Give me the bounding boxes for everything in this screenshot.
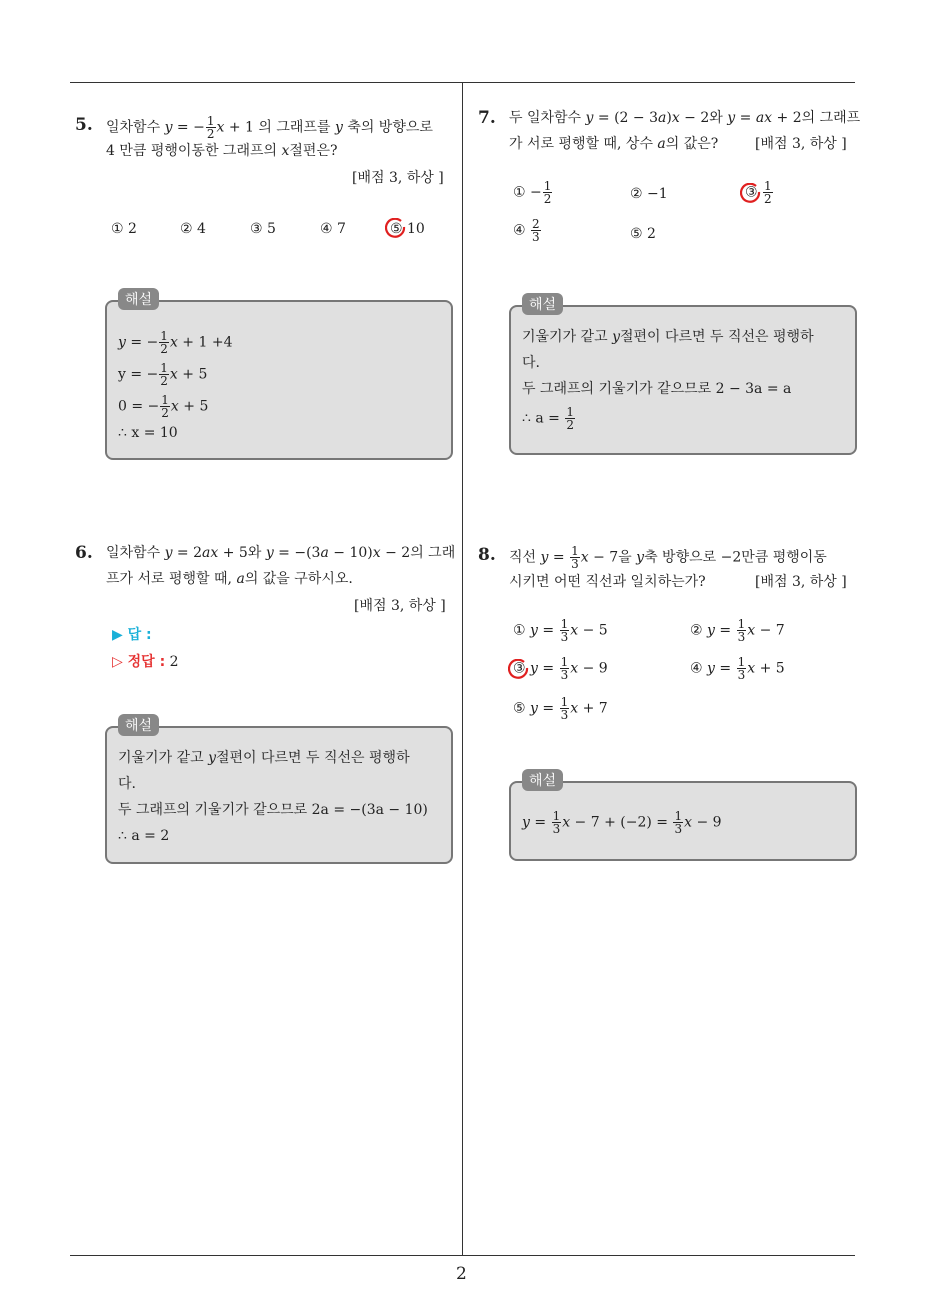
solution-line-3: 0 = − $\frac{1}{2}$ x + 5 [118,393,209,420]
score-meta: [배점 3, 하상 ] [755,136,847,152]
solution-tag: 해설 [522,293,563,315]
question-text-2: 가 서로 평행할 때, 상수 a의 값은? [509,136,719,152]
option-5[interactable]: ⑤ 2 [630,226,656,242]
question-text: 두 일차함수 y = (2 − 3a)x − 2와 y = ax + 2의 그래프 [509,110,861,126]
option-5[interactable]: ⑤ 10 [390,221,425,237]
solution-line-2: y = − $\frac{1}{2}$ x + 5 [118,361,208,388]
solution-line-1: y = − $\frac{1}{2}$ x + 1 +4 [118,329,233,356]
answer-label: ▶ 답 : [112,627,152,643]
option-4[interactable]: ④ y = $\frac{1}{3}$ x + 5 [690,655,785,682]
question-text-2: 프가 서로 평행할 때, a의 값을 구하시오. [106,571,353,587]
option-2[interactable]: ② y = $\frac{1}{3}$ x − 7 [690,617,785,644]
solution-line-1: 기울기가 같고 y절편이 다르면 두 직선은 평행하 [118,750,410,766]
solution-tag: 해설 [118,714,159,736]
option-2[interactable]: ② 4 [180,221,206,237]
option-1[interactable]: ① 2 [111,221,137,237]
correct-answer: ▷ 정답 : 2 [112,654,179,670]
option-4[interactable]: ④ 7 [320,221,346,237]
selected-circle-mark [508,659,530,681]
question-text-2: 4 만큼 평행이동한 그래프의 x절편은? [106,143,338,159]
selected-circle-mark [385,218,407,240]
score-meta: [배점 3, 하상 ] [352,170,444,186]
solution-tag: 해설 [118,288,159,310]
solution-tag: 해설 [522,769,563,791]
question-number: 8. [478,545,496,565]
option-1[interactable]: ① y = $\frac{1}{3}$ x − 5 [513,617,608,644]
solution-line-2: 다. [118,776,136,792]
answer-input[interactable] [180,625,330,645]
selected-circle-mark [740,183,762,205]
question-number: 6. [75,543,93,563]
solution-line-4: ∴ a = $\frac{1}{2}$ [522,405,574,432]
score-meta: [배점 3, 하상 ] [354,598,446,614]
solution-line-4: ∴ a = 2 [118,828,170,844]
option-3[interactable]: ③ $\frac{1}{2}$ [745,179,772,206]
option-2[interactable]: ② −1 [630,186,668,202]
score-meta: [배점 3, 하상 ] [755,574,847,590]
option-1[interactable]: ① − $\frac{1}{2}$ [513,179,552,206]
option-5[interactable]: ⑤ y = $\frac{1}{3}$ x + 7 [513,695,608,722]
solution-line-1: 기울기가 같고 y절편이 다르면 두 직선은 평행하 [522,329,814,345]
question-number: 5. [75,115,93,135]
page-number: 2 [456,1264,467,1284]
question-number: 7. [478,108,496,128]
solution-line-1: y = $\frac{1}{3}$ x − 7 + (−2) = $\frac{1}{3}$ x − 9 [522,809,722,836]
option-4[interactable]: ④ $\frac{2}{3}$ [513,217,540,244]
solution-line-3: 두 그래프의 기울기가 같으므로 2a = −(3a − 10) [118,802,428,818]
solution-line-4: ∴ x = 10 [118,425,178,441]
column-divider [462,82,463,1256]
question-text: 직선 y = $\frac{1}{3}$ x − 7을 y축 방향으로 −2만큼 평행이동 [509,544,827,571]
question-text: 일차함수 y = − $\frac{1}{2}$ x + 1 의 그래프를 y 축의 방향으로 [106,114,433,141]
question-text-2: 시키면 어떤 직선과 일치하는가? [509,574,706,590]
question-text: 일차함수 y = 2ax + 5와 y = −(3a − 10)x − 2의 그래 [106,545,456,561]
solution-line-3: 두 그래프의 기울기가 같으므로 2 − 3a = a [522,381,792,397]
option-3[interactable]: ③ y = $\frac{1}{3}$ x − 9 [513,655,608,682]
solution-line-2: 다. [522,355,540,371]
option-3[interactable]: ③ 5 [250,221,276,237]
